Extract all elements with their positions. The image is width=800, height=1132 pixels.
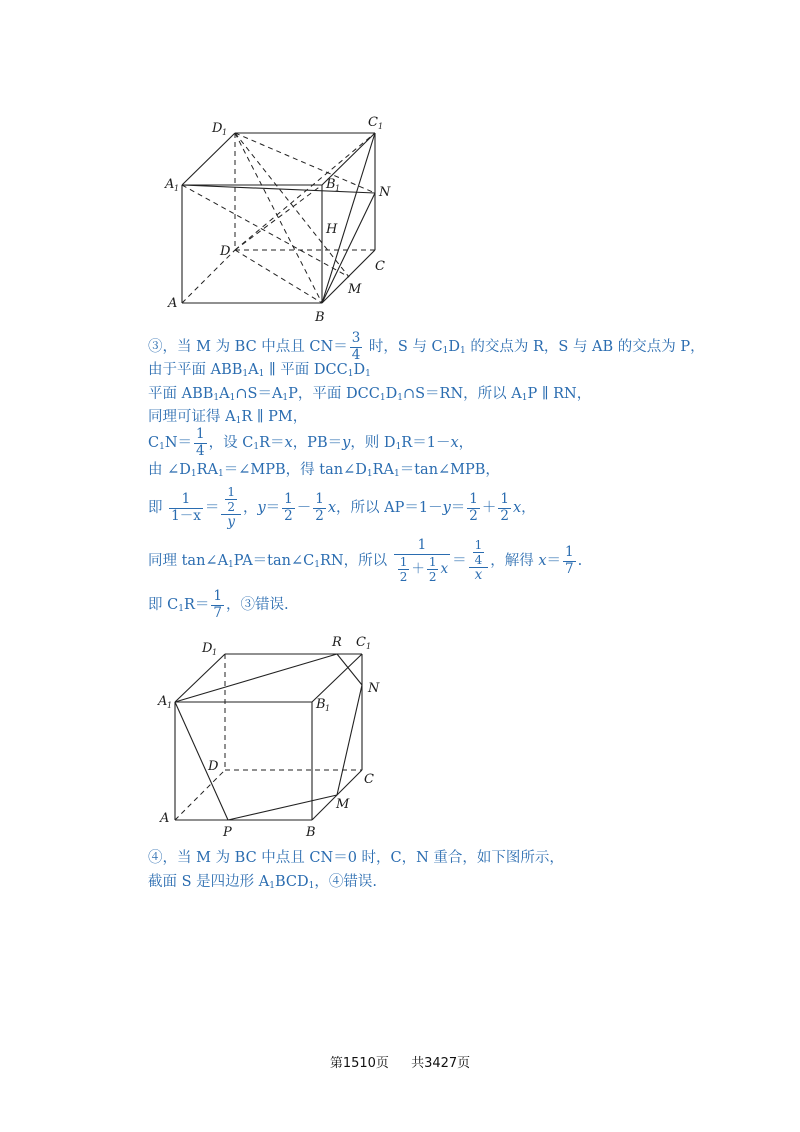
label-C: C: [375, 259, 385, 274]
text-line-6: 由 $\angle D_1RA_1=\angle MPB$，得 $\tan\angle D_1RA_1=\tan\angle MPB$，: [148, 462, 500, 479]
label-B: B: [306, 825, 316, 840]
text-line-1: ③，当 M 为 BC 中点且 CN＝ $\frac{3}{4}$ 时，S 与 $C_1D_1$ 的交点为 R，S 与 AB 的交点为 P，: [148, 330, 705, 363]
frac-1-over-1-x: $\frac{1}{1-x}$: [171, 491, 201, 524]
label-C: C: [364, 772, 374, 787]
label-A1-sub: 1: [167, 701, 173, 710]
label-B: B: [315, 310, 325, 325]
frac-compound: 1 $\frac{1}{2}$ ＋ $\frac{1}{2}$ x: [394, 539, 450, 583]
cube-diagram-2: [150, 630, 390, 845]
label-C1: C: [356, 635, 366, 650]
frac-half-over-y: $\frac{\frac{1}{2}}{y}$: [221, 486, 241, 530]
label-D: D: [220, 244, 231, 259]
label-B1-sub: 1: [325, 704, 331, 713]
label-B1-sub: 1: [335, 184, 341, 193]
label-A1: A: [165, 177, 175, 192]
label-A1-sub: 1: [174, 184, 180, 193]
page-number: 第1510页: [329, 1056, 389, 1071]
label-M: M: [336, 797, 350, 812]
text-line-3: 平面 $ABB_1A_1\cap S=A_1P$，平面 $DCC_1D_1\cap S=RN$，所以 $A_1P$ ∥ RN，: [148, 386, 592, 403]
text-line-7: 即 $\frac{1}{1-x}$ ＝ $\frac{\frac{1}{2}}{y}$ ，y＝ $\frac{1}{2}$ － $\frac{1}{2}$ x，所以 AP＝1－y＝ $\frac{1}{2}$ ＋ $\frac{1}{2}$ x，: [148, 485, 536, 531]
label-A: A: [168, 296, 178, 311]
label-D1-sub: 1: [222, 128, 228, 137]
label-N: N: [368, 681, 380, 696]
frac-1-4: $\frac{1}{4}$: [196, 426, 205, 459]
label-C1-sub: 1: [378, 122, 384, 131]
label-M: M: [348, 282, 362, 297]
text-line-11: 截面 S 是四边形 $A_1BCD_1$，④错误.: [148, 874, 377, 891]
page-total: 共3427页: [411, 1056, 471, 1071]
label-B1: B: [316, 697, 326, 712]
frac-3-4: $\frac{3}{4}$: [351, 330, 361, 363]
label-P: P: [223, 825, 232, 840]
label-C1: C: [368, 115, 378, 130]
label-A: A: [160, 811, 170, 826]
text-line-2: 由于平面 $ABB_1A_1$ ∥ 平面 $DCC_1D_1$: [148, 362, 371, 379]
figure-cube-2: [150, 630, 390, 845]
label-D1: D: [212, 121, 223, 136]
text-line-5: $C_1N=$ $\frac{1}{4}$ ，设 $C_1R=x$，PB＝y，则 $D_1R=1-x$，: [148, 426, 474, 459]
label-R: R: [332, 635, 342, 650]
label-N: N: [379, 185, 391, 200]
label-C1-sub: 1: [366, 642, 372, 651]
label-D1-sub: 1: [212, 648, 218, 657]
text-line-9: 即 $C_1R=$ $\frac{1}{7}$ ，③错误.: [148, 588, 289, 621]
label-B1: B: [326, 177, 336, 192]
figure-cube-1: [160, 110, 400, 325]
cube-diagram-1: [160, 110, 400, 325]
label-D: D: [208, 759, 219, 774]
label-H: H: [326, 222, 338, 237]
label-A1: A: [158, 694, 168, 709]
text-line-8: 同理 $\tan\angle A_1PA=\tan\angle C_1RN$，所以 1 $\frac{1}{2}$ ＋ $\frac{1}{2}$ x ＝ $\frac{\frac{1}{4}}{x}$ ，解得 x＝ $\frac{1}{7}$ .: [148, 537, 583, 584]
page-footer: [0, 1052, 800, 1071]
text-line-4: 同理可证得 $A_1R$ ∥ PM，: [148, 409, 308, 426]
text-line-10: ④，当 M 为 BC 中点且 CN＝0 时，C，N 重合，如下图所示，: [148, 850, 564, 866]
label-D1: D: [202, 641, 213, 656]
